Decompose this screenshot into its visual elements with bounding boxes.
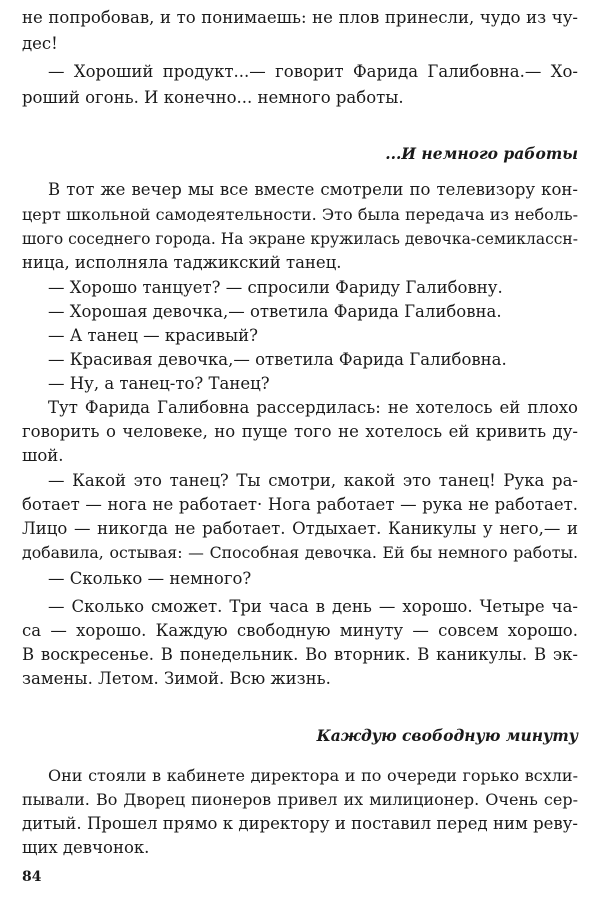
text-line: — Хорошо танцует? — спросили Фариду Галибовну. [48, 278, 503, 297]
text-line: говорить о человеке, но пуще того не хотелось ей кривить ду- [22, 422, 578, 441]
text-line: замены. Летом. Зимой. Всю жизнь. [22, 669, 331, 688]
text-line: — А танец — красивый? [48, 326, 259, 345]
text-line: — Сколько — немного? [48, 569, 252, 588]
text-line: щих девчонок. [22, 838, 150, 857]
text-line: Лицо — никогда не работает. Отдыхает. Каникулы у него,— и [22, 519, 578, 538]
text-line: шого соседнего города. На экране кружилась девочка-семиклассн- [22, 230, 578, 248]
page-number: 84 [22, 869, 42, 885]
text-line: роший огонь. И конечно... немного работы. [22, 88, 404, 107]
text-line: пывали. Во Дворец пионеров привел их милиционер. Очень сер- [22, 790, 578, 809]
text-line: — Ну, а танец-то? Танец? [48, 374, 270, 393]
text-line: добавила, остывая: — Способная девочка. Ей бы немного работы. [22, 543, 578, 562]
text-line: ботает — нога не работает· Нога работает — рука не работает. [22, 495, 578, 514]
text-line: — Хорошая девочка,— ответила Фарида Галибовна. [48, 302, 502, 321]
section-heading: ...И немного работы [385, 144, 578, 163]
text-line: Они стояли в кабинете директора и по очереди горько всхли- [48, 766, 578, 785]
text-line: — Сколько сможет. Три часа в день — хорошо. Четыре ча- [48, 597, 578, 616]
text-line: шой. [22, 446, 64, 465]
text-line: В тот же вечер мы все вместе смотрели по телевизору кон- [48, 180, 578, 199]
text-line: дитый. Прошел прямо к директору и поставил перед ним реву- [22, 814, 578, 833]
text-line: са — хорошо. Каждую свободную минуту — совсем хорошо. [22, 621, 578, 640]
text-line: — Хороший продукт...— говорит Фарида Галибовна.— Хо- [48, 62, 578, 81]
text-line: не попробовав, и то понимаешь: не плов принесли, чудо из чу- [22, 8, 578, 27]
text-line: — Какой это танец? Ты смотри, какой это танец! Рука ра- [48, 471, 578, 490]
section-heading: Каждую свободную минуту [316, 726, 578, 745]
text-line: В воскресенье. В понедельник. Во вторник. В каникулы. В эк- [22, 645, 578, 664]
text-line: Тут Фарида Галибовна рассердилась: не хотелось ей плохо [48, 398, 578, 417]
text-line: — Красивая девочка,— ответила Фарида Галибовна. [48, 350, 507, 369]
text-line: дес! [22, 34, 58, 53]
text-line: церт школьной самодеятельности. Это была передача из неболь- [22, 205, 578, 224]
text-line: ница, исполняла таджикский танец. [22, 253, 342, 272]
